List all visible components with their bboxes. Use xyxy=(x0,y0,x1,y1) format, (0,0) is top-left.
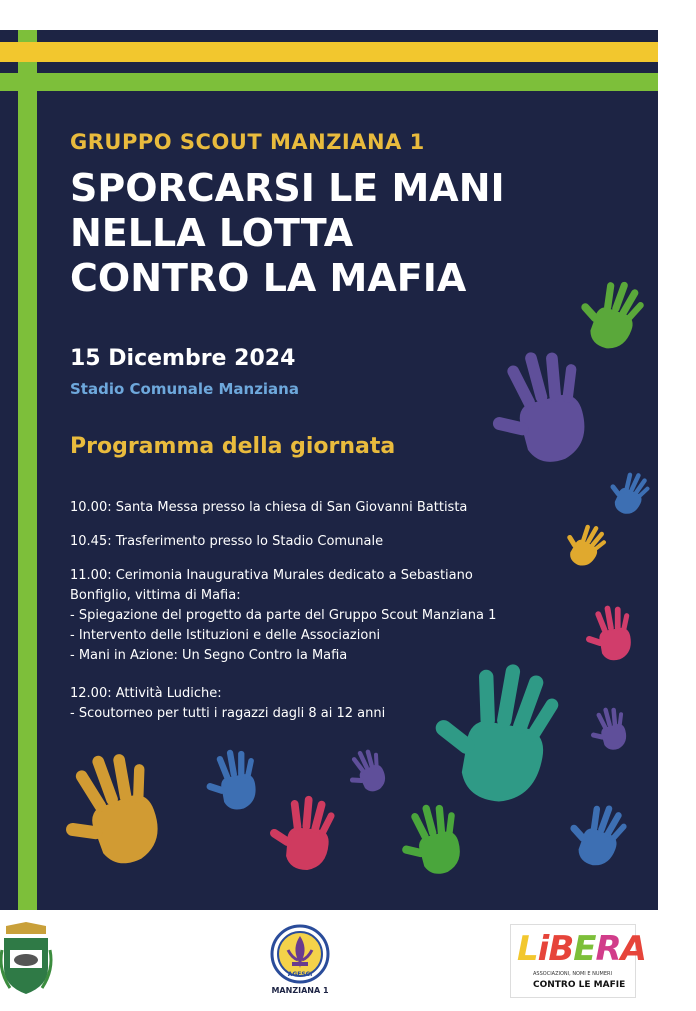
program-line: 10.00: Santa Messa presso la chiesa di San Giovanni Battista xyxy=(70,500,468,515)
red-hand-icon xyxy=(262,794,348,880)
program-line: 10.45: Trasferimento presso lo Stadio Comunale xyxy=(70,534,384,549)
libera-subtitle: ASSOCIAZIONI, NOMI E NUMERI xyxy=(533,971,612,977)
blue-hand-icon xyxy=(562,802,634,874)
purple-hand-icon xyxy=(586,706,636,756)
program-line: - Spiegazione del progetto da parte del Gruppo Scout Manziana 1 xyxy=(70,608,497,623)
poster-title xyxy=(70,166,590,301)
green-hand-icon xyxy=(394,802,476,884)
green-horizontal-stripe xyxy=(0,73,658,91)
libera-word: LiBERA xyxy=(517,929,646,969)
teal-hand-icon xyxy=(420,660,580,820)
program-line: 11.00: Cerimonia Inaugurativa Murales dedicato a Sebastiano xyxy=(70,568,473,583)
program-line: Bonfiglio, vittima di Mafia: xyxy=(70,588,241,603)
program-item xyxy=(70,566,590,666)
blue-hand-icon xyxy=(200,748,270,818)
scout-label: MANZIANA 1 xyxy=(271,986,329,995)
group-name: GRUPPO SCOUT MANZIANA 1 xyxy=(70,130,425,154)
libera-logo xyxy=(510,924,646,998)
program-line: - Mani in Azione: Un Segno Contro la Mafia xyxy=(70,648,348,663)
blue-hand-icon xyxy=(604,470,654,520)
purple-hand-icon xyxy=(344,748,394,798)
yellow-horizontal-stripe xyxy=(0,42,658,62)
program-item xyxy=(70,498,590,518)
program-item xyxy=(70,532,590,552)
pink-hand-icon xyxy=(580,604,644,668)
scout-logo-text: AGESCI xyxy=(287,971,313,978)
title-line: NELLA LOTTA xyxy=(70,211,354,255)
orange-hand-icon xyxy=(52,750,182,880)
event-venue: Stadio Comunale Manziana xyxy=(70,380,299,398)
program-line: - Intervento delle Istituzioni e delle Associazioni xyxy=(70,628,381,643)
footer-logos xyxy=(0,910,696,1011)
program-line: - Scoutorneo per tutti i ragazzi dagli 8 ai 12 anni xyxy=(70,706,386,721)
title-line: CONTRO LA MAFIA xyxy=(70,256,467,300)
libera-tagline: CONTRO LE MAFIE xyxy=(533,980,626,990)
program-line: 12.00: Attività Ludiche: xyxy=(70,686,222,701)
event-poster xyxy=(0,30,658,910)
program-title: Programma della giornata xyxy=(70,434,396,459)
yellow-hand-icon xyxy=(560,522,610,572)
purple-hand-icon xyxy=(480,348,610,478)
title-line: SPORCARSI LE MANI xyxy=(70,166,505,210)
municipal-crest-icon xyxy=(0,920,56,996)
event-date: 15 Dicembre 2024 xyxy=(70,346,296,371)
